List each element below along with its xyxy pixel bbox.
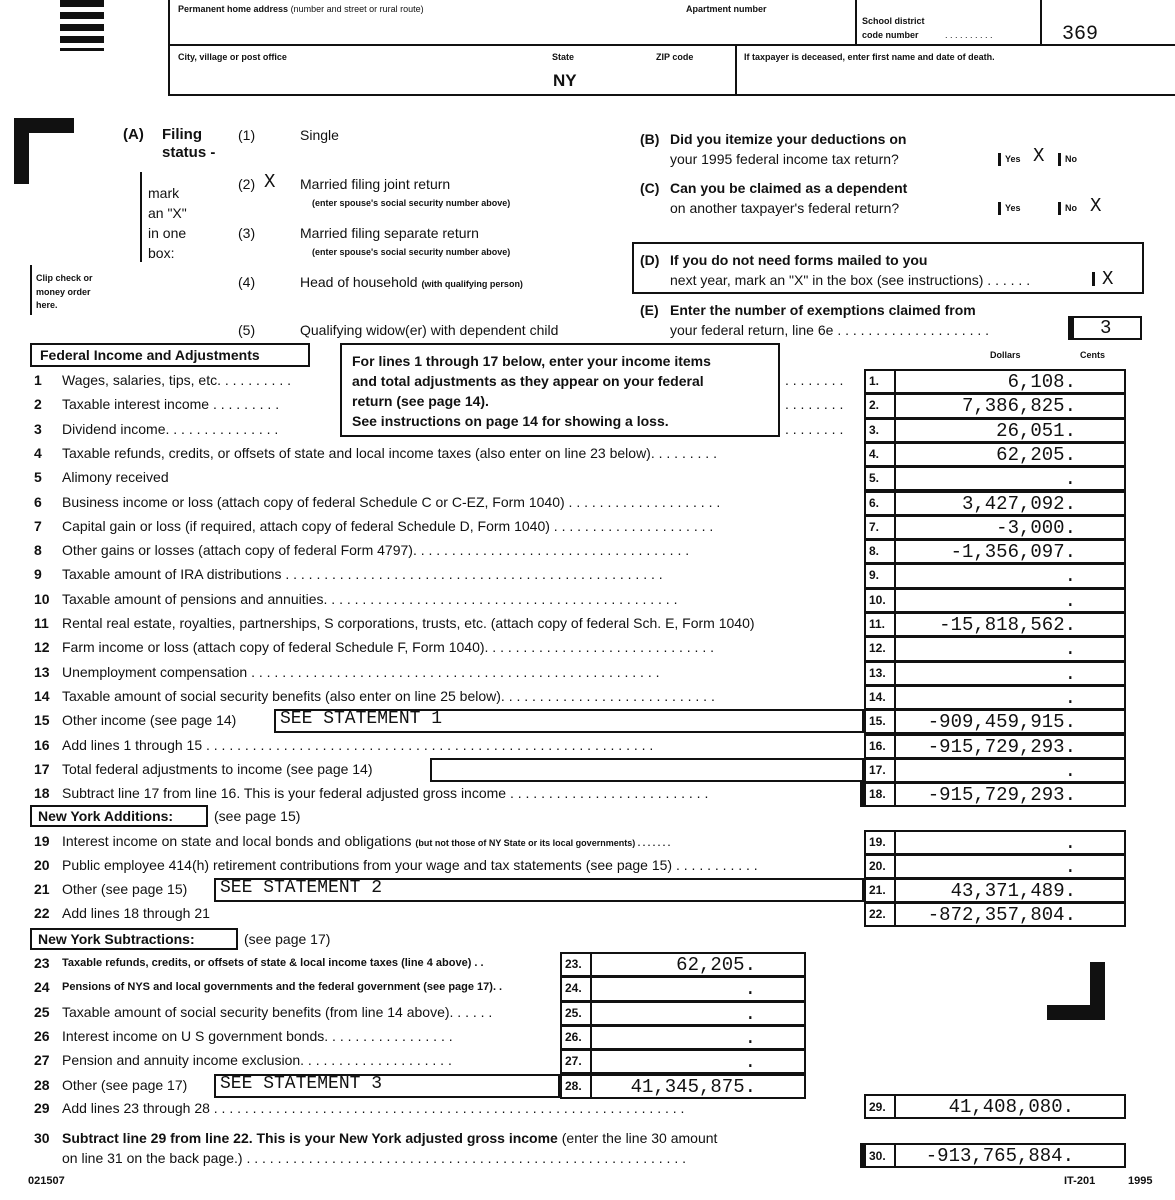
city-label: City, village or post office [178,52,287,62]
line-label: Dividend income. . . . . . . . . . . . . . . [62,420,279,437]
line-amount[interactable]: . [744,1026,756,1049]
line-box-number: 24. [565,981,582,996]
line-box-number: 18. [869,787,886,802]
line-number: 11 [34,615,49,631]
line-label: Taxable refunds, credits, or offsets of state & local income taxes (line 4 above) . . [62,957,484,969]
line-amount[interactable]: -909,459,915. [927,711,1076,734]
line-number: 24 [34,979,50,996]
line-number: 15 [34,712,50,729]
line-number: 10 [34,590,50,607]
deceased-label: If taxpayer is deceased, enter first name and date of death. [744,52,995,62]
filing-option-widow[interactable]: Qualifying widow(er) with dependent child [300,322,559,338]
line-amount[interactable]: -1,356,097. [950,541,1076,564]
state-label: State [552,52,575,62]
line-label: Public employee 414(h) retirement contributions from your wage and tax statements (see page 15) . . . . . . . . . . . [62,857,758,873]
line-amount[interactable]: . [1064,832,1076,854]
line-amount[interactable]: . [1064,856,1076,878]
statement-text[interactable]: SEE STATEMENT 1 [280,709,443,730]
line-box-number: 23. [565,957,582,971]
line-label: Add lines 18 through 21 [62,905,210,921]
col-dollars: Dollars [990,350,1021,360]
line-amount[interactable]: -15,818,562. [939,614,1076,636]
question-b-yes[interactable]: Yes [998,153,1021,166]
line-label: Pension and annuity income exclusion. . . . . . . . . . . . . . . . . . . . [62,1052,452,1069]
line-amount[interactable]: -872,357,804. [927,904,1076,926]
line-number: 1 [34,372,42,388]
line-box-number: 1. [869,374,880,388]
filing-a-label: (A) [123,126,144,143]
col-cents: Cents [1080,350,1106,360]
question-c-no[interactable]: No [1058,202,1077,215]
question-c-no-mark[interactable]: X [1090,195,1102,217]
line-box-number: 15. [869,714,886,729]
line-amount[interactable]: . [1064,662,1076,685]
line-label: Add lines 1 through 15 . . . . . . . . . . . . . . . . . . . . . . . . . . . . . . . . . . . . . . . . . . . . . . . . . . . . . . . . . . [62,736,654,753]
line-label: Other income (see page 14) [62,712,237,729]
line-amount[interactable]: . [1064,565,1076,588]
line-label: Taxable amount of pensions and annuities. . . . . . . . . . . . . . . . . . . . . . . . . . . . . . . . . . . . . . . . . . . . . . [62,590,678,607]
line-amount[interactable]: -915,729,293. [927,735,1076,758]
line-box-number: 8. [869,544,880,559]
line-number: 25 [34,1003,50,1020]
state-value[interactable]: NY [553,71,577,90]
line-box-number: 17. [869,762,886,777]
line-number: 13 [34,663,50,680]
school-code-label: code number [862,30,919,40]
question-b: Did you itemize your deductions on [670,131,907,147]
line-box-number: 26. [565,1029,582,1044]
line-number: 8 [34,542,42,559]
line-number: 18 [34,785,50,802]
apartment-label: Apartment number [686,4,767,14]
line-number: 5 [34,469,42,486]
line-box-number: 11. [869,617,886,631]
line-number: 21 [34,881,50,897]
footer-form: IT-201 [1064,1175,1096,1187]
line-label: Other (see page 17) [62,1076,188,1093]
line-label: Taxable refunds, credits, or offsets of state and local income taxes (also enter on line 23 below). . . . . . . . . [62,444,717,461]
line-number: 22 [34,905,50,921]
line-number: 9 [34,566,42,583]
line-label: Other gains or losses (attach copy of federal Form 4797). . . . . . . . . . . . . . . . . . . . . . . . . . . . . . . . . . . . [62,542,690,559]
line-box-number: 19. [869,835,886,849]
line-number: 20 [34,857,50,873]
line-number: 12 [34,639,50,656]
line-number: 2 [34,396,42,413]
line-amount[interactable]: 43,371,489. [950,880,1076,902]
line-label: Interest income on U S government bonds. . . . . . . . . . . . . . . . . [62,1027,453,1044]
line-label: Subtract line 17 from line 16. This is your federal adjusted gross income . . . . . . . . . . . . . . . . . . . . . . . . . . [62,785,709,802]
line-label: Taxable amount of social security benefits (from line 14 above). . . . . . [62,1003,493,1020]
exemptions-value[interactable]: 3 [1100,317,1112,339]
leader-dots: . . . . . . . . [785,396,844,413]
line-number: 23 [34,955,50,971]
line-box-number: 16. [869,738,886,753]
line-amount[interactable]: -3,000. [996,516,1076,539]
line-label: Farm income or loss (attach copy of federal Schedule F, Form 1040). . . . . . . . . . . . . . . . . . . . . . . . . . . . . . [62,639,715,656]
line-label: Business income or loss (attach copy of federal Schedule C or C-EZ, Form 1040) . . . . . . . . . . . . . . . . . . . . [62,493,721,510]
line-box-number: 25. [565,1005,582,1020]
footer-year: 1995 [1128,1175,1153,1187]
filing-title: Filing [162,126,202,143]
federal-section-title: Federal Income and Adjustments [40,347,260,363]
line-number: 14 [34,687,50,704]
line-box-number: 9. [869,568,880,583]
subtractions-title: New York Subtractions: [38,931,195,947]
line-number: 7 [34,517,42,534]
adjustments-field[interactable] [430,758,864,782]
leader-dots: . . . . . . . . [785,372,844,388]
filing-option-joint-mark[interactable]: X [264,171,276,193]
line-number: 6 [34,493,42,510]
line-30-amount[interactable]: -913,765,884. [925,1145,1074,1167]
line-box-number: 27. [565,1054,582,1069]
line-box-number: 13. [869,665,886,680]
line-box-number: 21. [869,883,886,897]
line-amount[interactable]: 62,205. [996,443,1076,466]
additions-title: New York Additions: [38,808,174,824]
line-number: 19 [34,833,50,849]
line-label: Wages, salaries, tips, etc. . . . . . . . . . [62,372,291,388]
line-amount[interactable]: . [1064,638,1076,661]
line-number: 16 [34,736,50,753]
line-label-main: Interest income on state and local bonds and obligations [62,833,412,849]
school-code-value[interactable]: 369 [1062,23,1099,46]
line-label: Rental real estate, royalties, partnerships, S corporations, trusts, etc. (attach copy of federal Sch. E, Form 1040) [62,615,755,631]
footer-code: 021507 [28,1175,65,1187]
question-b-yes-mark[interactable]: X [1033,145,1045,167]
line-number: 4 [34,444,42,461]
line-amount[interactable]: 26,051. [996,419,1076,442]
question-b-no[interactable]: No [1058,153,1077,166]
line-number: 26 [34,1027,50,1044]
line-amount[interactable]: . [1064,686,1076,709]
line-box-number: 20. [869,859,886,873]
line-box-number: 3. [869,422,880,437]
school-district-label: School district [862,16,925,26]
line-label: Capital gain or loss (if required, attach copy of federal Schedule D, Form 1040) . . . . . . . . . . . . . . . . . . . . . [62,517,714,534]
line-box-number: 4. [869,446,880,461]
line-amount[interactable]: . [744,1002,756,1025]
line-label: Total federal adjustments to income (see page 14) [62,760,373,777]
mark-instruction: mark [148,185,180,201]
line-amount[interactable]: . [744,978,756,1001]
filing-option-separate[interactable]: Married filing separate return [300,225,479,241]
line-amount[interactable]: 3,427,092. [961,492,1076,515]
line-box-number: 28. [565,1078,582,1093]
line-amount[interactable]: 6,108. [1007,371,1076,393]
line-29-label: Add lines 23 through 28 . . . . . . . . . . . . . . . . . . . . . . . . . . . . . . . . . . . . . . . . . . . . . . . . . . . . . . . . . . . . . [62,1100,685,1116]
statement-text[interactable]: SEE STATEMENT 3 [220,1073,383,1094]
line-amount[interactable]: 41,345,875. [630,1075,756,1098]
question-e: Enter the number of exemptions claimed from [670,302,976,318]
line-label: Other (see page 15) [62,881,188,897]
line-label: Unemployment compensation . . . . . . . . . . . . . . . . . . . . . . . . . . . . . . . . . . . . . . . . . . . . . . . . . . . . . [62,663,660,680]
line-30-label: Subtract line 29 from line 22. This is your New York adjusted gross income (enter the line 30 amount [62,1130,718,1146]
line-label: Alimony received [62,469,169,486]
line-label-sub: (but not those of NY State or its local governments) . . . . . . . [415,838,671,848]
line-label [62,833,862,849]
line-label: Taxable interest income . . . . . . . . . [62,396,280,413]
leader-dots: . . . . . . . . [785,420,844,437]
line-number: 3 [34,420,42,437]
line-29-amount[interactable]: 41,408,080. [948,1096,1074,1118]
line-box-number: 12. [869,641,886,656]
line-label: Pensions of NYS and local governments and the federal government (see page 17). . [62,981,503,994]
statement-text[interactable]: SEE STATEMENT 2 [220,878,383,898]
line-label: Taxable amount of IRA distributions . . . . . . . . . . . . . . . . . . . . . . . . . . . . . . . . . . . . . . . . . . . . . . . . . [62,566,663,583]
header-box [168,0,1175,96]
line-amount[interactable]: . [1064,589,1076,612]
line-box-number: 5. [869,471,880,486]
line-amount[interactable]: . [1064,468,1076,491]
line-amount[interactable]: . [744,1051,756,1074]
line-label: Taxable amount of social security benefits (also enter on line 25 below). . . . . . . . . . . . . . . . . . . . . . . . . . . . [62,687,715,704]
line-amount[interactable]: 7,386,825. [961,395,1076,418]
line-amount[interactable]: -915,729,293. [927,784,1076,807]
line-amount[interactable]: . [1064,759,1076,782]
question-d-mark[interactable]: X [1102,268,1114,290]
zip-label: ZIP code [656,52,694,62]
line-box-number: 2. [869,398,880,413]
filing-option-single[interactable]: Single [300,127,339,143]
line-box-number: 22. [869,907,886,921]
line-box-number: 10. [869,592,886,607]
filing-option-joint[interactable]: Married filing joint return [300,176,451,192]
question-c: Can you be claimed as a dependent [670,180,908,196]
question-d: If you do not need forms mailed to you [670,252,928,268]
line-number: 28 [34,1076,50,1093]
line-box-number: 6. [869,495,880,510]
line-number: 17 [34,760,50,777]
line-box-number: 7. [869,519,880,534]
address-label: Permanent home address (number and street or rural route) [178,4,424,14]
question-c-yes[interactable]: Yes [998,202,1021,215]
line-number: 27 [34,1052,50,1069]
line-box-number: 14. [869,689,886,704]
filing-option-head-of-household[interactable]: Head of household (with qualifying person) [300,274,523,290]
line-amount[interactable]: 62,205. [676,954,756,976]
